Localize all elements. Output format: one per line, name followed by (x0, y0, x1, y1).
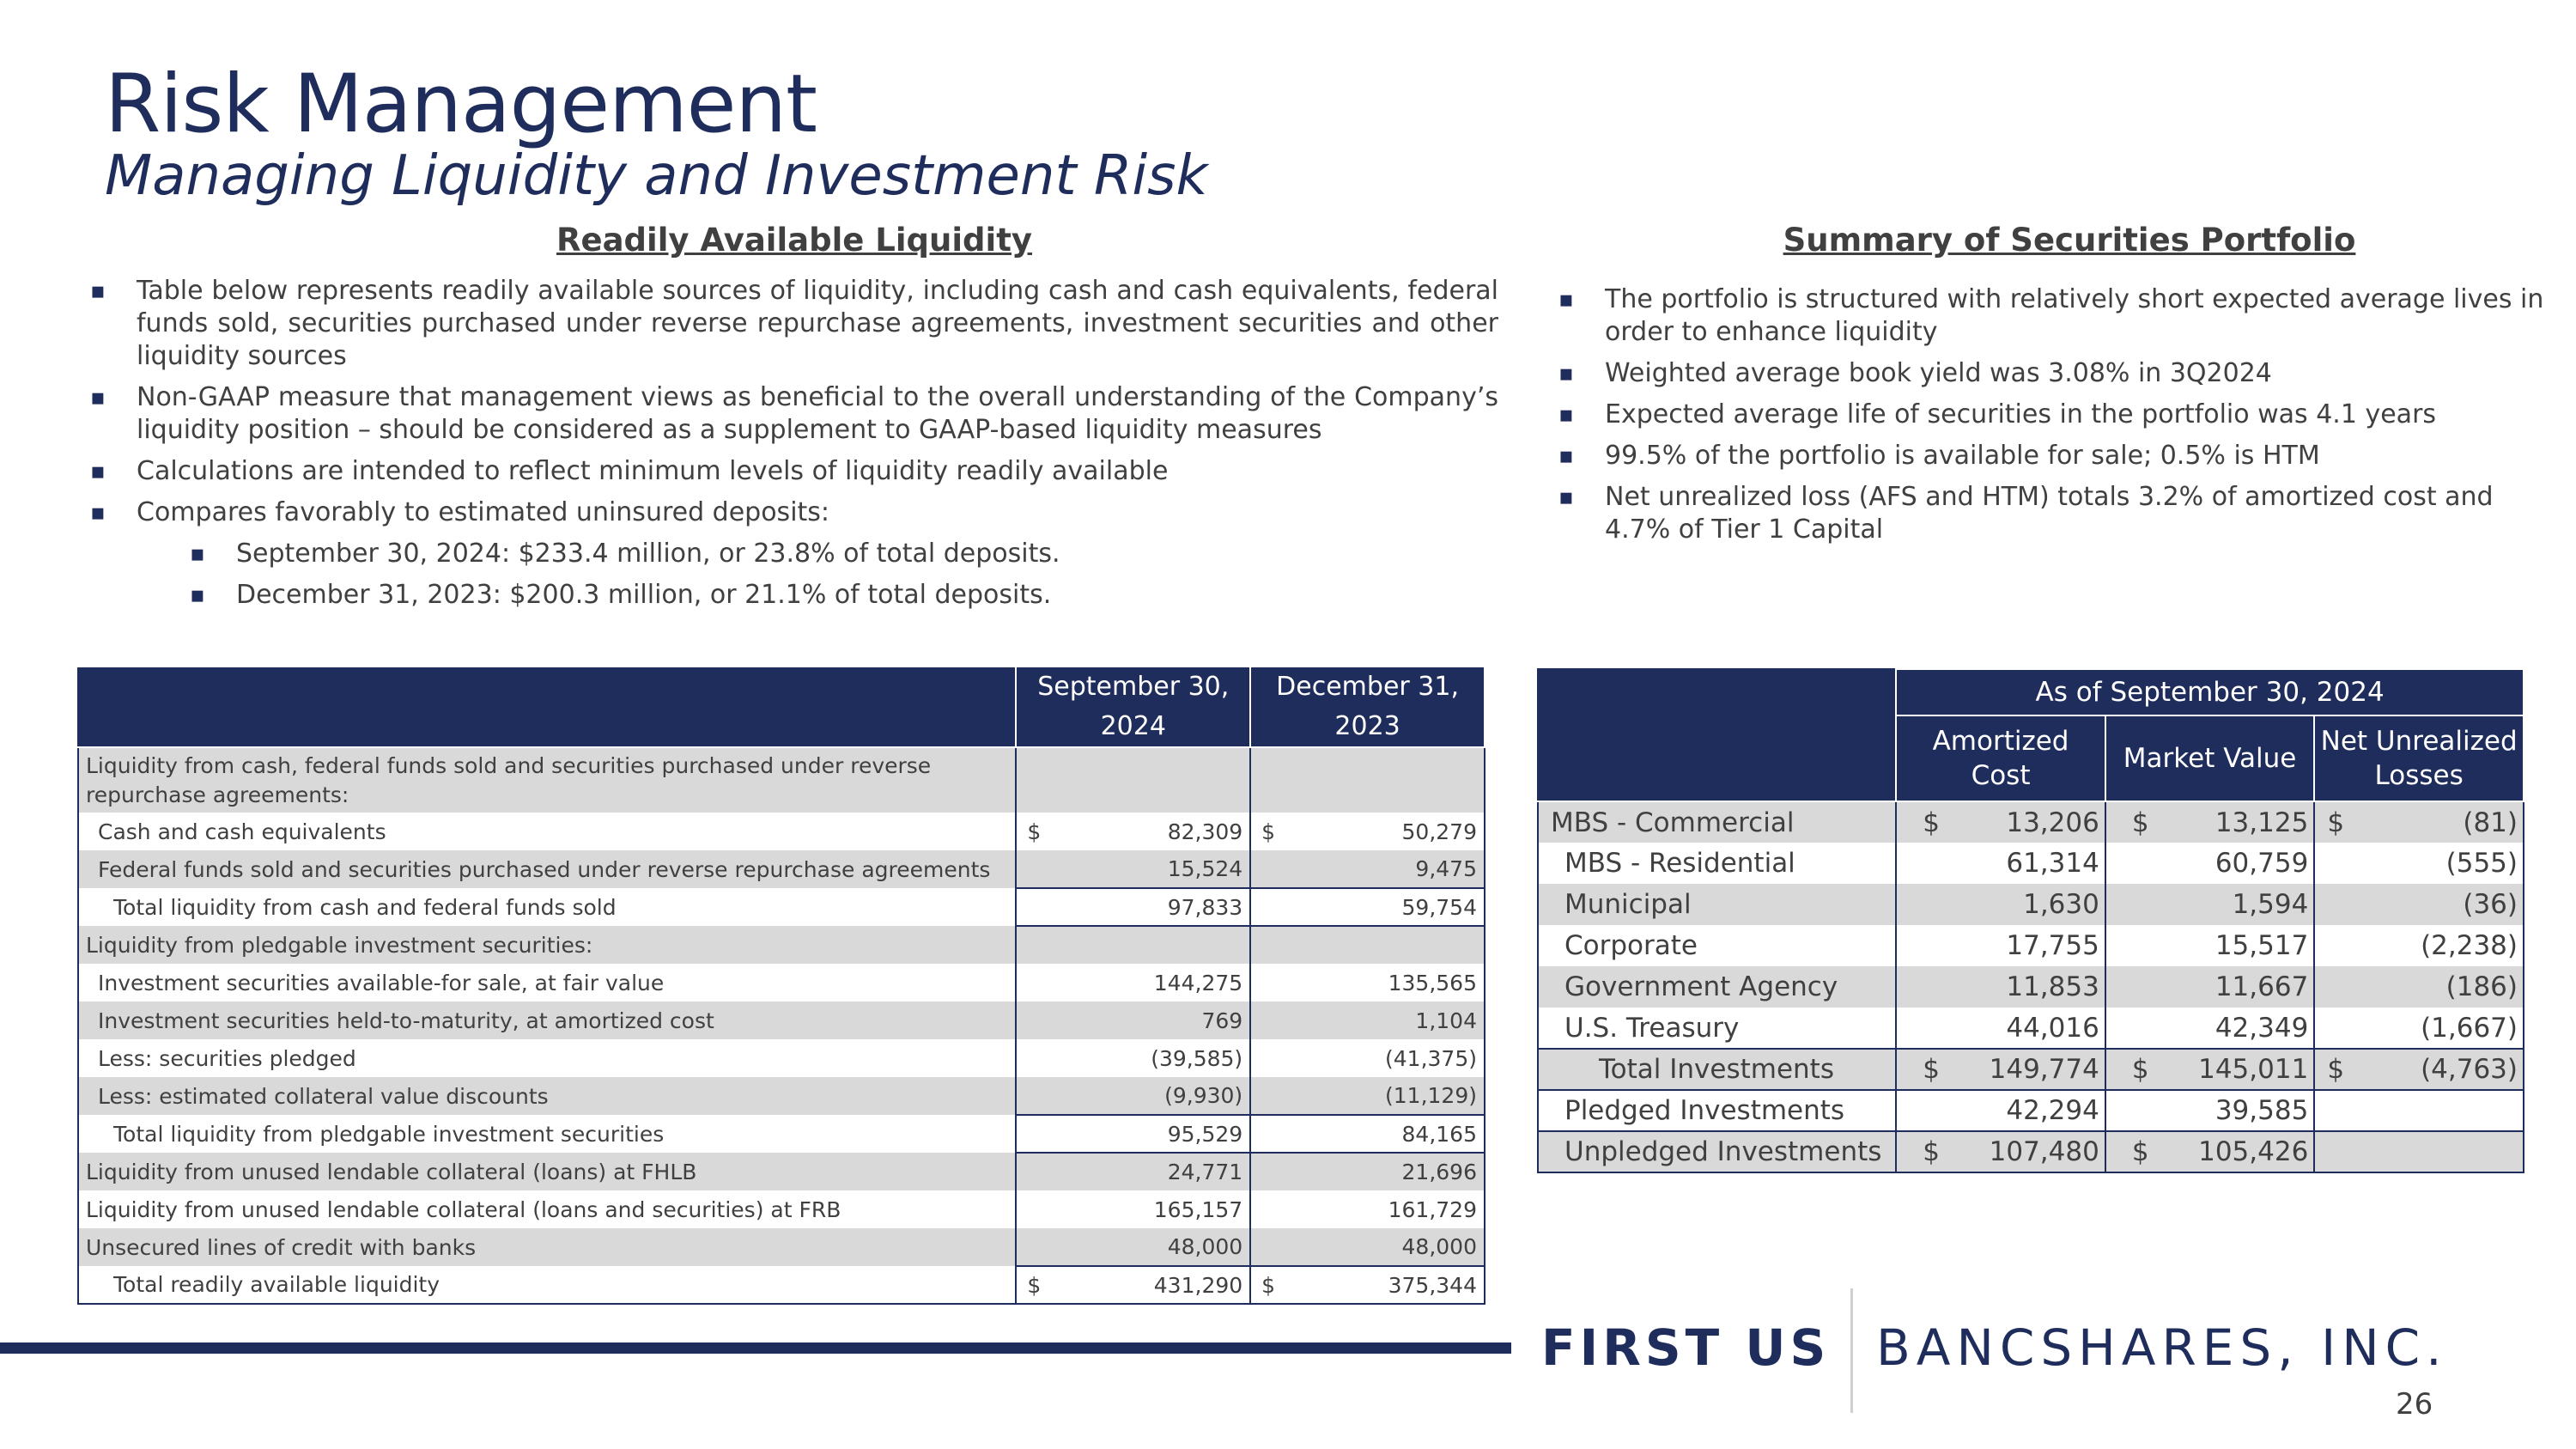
logo-divider (1850, 1288, 1853, 1413)
col-header-market-value: Market Value (2105, 715, 2314, 801)
company-logo-bold: FIRST US (1541, 1318, 1831, 1377)
value-cell (1896, 1049, 2105, 1090)
value-cell: 11,667 (2105, 966, 2314, 1008)
row-label: Liquidity from cash, federal funds sold and securities purchased under reverse repurchase agreements: (78, 747, 1016, 813)
row-label: Federal funds sold and securities purchased under reverse repurchase agreements (78, 850, 1016, 888)
value-cell: 44,016 (1896, 1008, 2105, 1049)
value-cell: (36) (2314, 884, 2524, 925)
value: 105,426 (2198, 1136, 2309, 1167)
col-header-line: 2023 (1334, 711, 1400, 741)
value-cell: 15,524 (1016, 850, 1250, 888)
dollar-sign: $ (2131, 1054, 2149, 1085)
value: 107,480 (1989, 1136, 2099, 1167)
col-header-line: September 30, (1037, 672, 1230, 702)
table-row (78, 1190, 1485, 1228)
row-label: MBS - Commercial (1538, 801, 1896, 843)
value-cell (1016, 813, 1250, 850)
securities-heading: Summary of Securities Portfolio (1783, 222, 2356, 259)
row-label: Total liquidity from pledgable investment securities (78, 1115, 1016, 1153)
value-cell: 95,529 (1016, 1115, 1250, 1153)
table-row (78, 888, 1485, 926)
value: 13,206 (2006, 807, 2099, 838)
value-cell: (11,129) (1250, 1077, 1485, 1115)
value: 375,344 (1388, 1272, 1477, 1298)
value-cell (2105, 1131, 2314, 1172)
row-label: Municipal (1538, 884, 1896, 925)
row-label: Unsecured lines of credit with banks (78, 1228, 1016, 1266)
bullet-item: ▪ Table below represents readily available sources of liquidity, including cash and cash equivalents, federal funds sold, securities purchased under reverse repurchase agreements, investment securities and other liquidity sources (90, 275, 1498, 373)
row-label: Investment securities available-for sale, at fair value (78, 964, 1016, 1002)
dollar-sign: $ (2327, 1054, 2345, 1085)
value-cell (1016, 747, 1250, 813)
bullet-item: ▪ Non-GAAP measure that management views as beneficial to the overall understanding of the Company’s liquidity position – should be considered as a supplement to GAAP-based liquidity measures (90, 381, 1498, 447)
bullet-item: ▪ 99.5% of the portfolio is available for sale; 0.5% is HTM (1558, 440, 2555, 472)
value-cell: 11,853 (1896, 966, 2105, 1008)
col-header-sep-2024 (1016, 667, 1250, 747)
value-cell: (186) (2314, 966, 2524, 1008)
value-cell: 769 (1016, 1002, 1250, 1039)
value-cell (2314, 1131, 2524, 1172)
col-header-line: Losses (2374, 760, 2464, 791)
as-of-header: As of September 30, 2024 (1896, 669, 2524, 715)
value-cell (1016, 1266, 1250, 1304)
value-cell: 135,565 (1250, 964, 1485, 1002)
value-cell: (555) (2314, 843, 2524, 884)
col-header-line: 2024 (1100, 711, 1166, 741)
value-cell: 48,000 (1250, 1228, 1485, 1266)
dollar-sign: $ (2131, 807, 2149, 838)
bullet-item: ▪ The portfolio is structured with relatively short expected average lives in order to enhance liquidity (1558, 283, 2555, 349)
value: 431,290 (1153, 1272, 1243, 1298)
table-row (1538, 1049, 2524, 1090)
table-row (1538, 801, 2524, 843)
value-cell: (1,667) (2314, 1008, 2524, 1049)
value-cell (2314, 801, 2524, 843)
value-cell: 42,294 (1896, 1090, 2105, 1131)
table-row (78, 850, 1485, 888)
liquidity-bullets (90, 275, 1498, 620)
value-cell: 84,165 (1250, 1115, 1485, 1153)
page-title: Risk Management (105, 58, 817, 151)
table-row (1538, 1131, 2524, 1172)
value-cell: (2,238) (2314, 925, 2524, 966)
value: 50,279 (1401, 819, 1477, 844)
value: 149,774 (1989, 1054, 2099, 1085)
sub-bullet-item: ▪ September 30, 2024: $233.4 million, or 23.8% of total deposits. (90, 538, 1498, 570)
value-cell: 42,349 (2105, 1008, 2314, 1049)
value-cell: 1,104 (1250, 1002, 1485, 1039)
value-cell: 1,594 (2105, 884, 2314, 925)
page-number: 26 (2396, 1387, 2433, 1422)
table-row (1538, 925, 2524, 966)
value: 145,011 (2198, 1054, 2309, 1085)
table-row (1538, 1090, 2524, 1131)
dollar-sign: $ (1923, 1136, 1940, 1167)
value-cell: 48,000 (1016, 1228, 1250, 1266)
dollar-sign: $ (1027, 1272, 1042, 1298)
value-cell: 144,275 (1016, 964, 1250, 1002)
table-header-row (78, 667, 1485, 747)
table-row (78, 1228, 1485, 1266)
value-cell: 161,729 (1250, 1190, 1485, 1228)
dollar-sign: $ (1923, 1054, 1940, 1085)
table-row (1538, 843, 2524, 884)
row-label: U.S. Treasury (1538, 1008, 1896, 1049)
securities-table (1537, 668, 2524, 1173)
value-cell (1250, 926, 1485, 964)
value: (81) (2463, 807, 2518, 838)
table-row (78, 1077, 1485, 1115)
row-label: Liquidity from pledgable investment securities: (78, 926, 1016, 964)
value-cell: (9,930) (1016, 1077, 1250, 1115)
row-label: Total Investments (1538, 1049, 1896, 1090)
col-header-line: Amortized (1932, 726, 2069, 757)
row-label: Less: estimated collateral value discounts (78, 1077, 1016, 1115)
table-row (78, 926, 1485, 964)
value-cell: 165,157 (1016, 1190, 1250, 1228)
sub-bullet-item: ▪ December 31, 2023: $200.3 million, or 21.1% of total deposits. (90, 579, 1498, 612)
row-label: Cash and cash equivalents (78, 813, 1016, 850)
row-label: Pledged Investments (1538, 1090, 1896, 1131)
table-row (78, 1153, 1485, 1190)
value-cell (2314, 1090, 2524, 1131)
table-row (78, 1115, 1485, 1153)
bullet-item: ▪ Expected average life of securities in the portfolio was 4.1 years (1558, 399, 2555, 431)
row-label: MBS - Residential (1538, 843, 1896, 884)
value-cell: 24,771 (1016, 1153, 1250, 1190)
value-cell: 21,696 (1250, 1153, 1485, 1190)
row-label: Unpledged Investments (1538, 1131, 1896, 1172)
dollar-sign: $ (1261, 1272, 1276, 1298)
company-logo-light: BANCSHARES, INC. (1876, 1318, 2448, 1377)
dollar-sign: $ (1923, 807, 1940, 838)
value-cell (2314, 1049, 2524, 1090)
dollar-sign: $ (1261, 819, 1276, 844)
value-cell (1250, 813, 1485, 850)
value-cell (1016, 926, 1250, 964)
securities-bullets (1558, 283, 2555, 555)
value-cell: 9,475 (1250, 850, 1485, 888)
table-row (78, 1039, 1485, 1077)
value-cell (2105, 801, 2314, 843)
table-row (78, 747, 1485, 813)
col-header-amortized-cost (1896, 715, 2105, 801)
value-cell (1250, 747, 1485, 813)
value-cell: 39,585 (2105, 1090, 2314, 1131)
row-label: Investment securities held-to-maturity, at amortized cost (78, 1002, 1016, 1039)
value-cell: 15,517 (2105, 925, 2314, 966)
table-row (78, 1266, 1485, 1304)
row-label: Government Agency (1538, 966, 1896, 1008)
dollar-sign: $ (2327, 807, 2345, 838)
value: 82,309 (1167, 819, 1243, 844)
value-cell: 97,833 (1016, 888, 1250, 926)
header-blank-cell (1538, 669, 1896, 801)
col-header-line: Cost (1971, 760, 2031, 791)
footer-bar (0, 1342, 1511, 1354)
value-cell: 17,755 (1896, 925, 2105, 966)
row-label: Total readily available liquidity (78, 1266, 1016, 1304)
dollar-sign: $ (2131, 1136, 2149, 1167)
value-cell: (41,375) (1250, 1039, 1485, 1077)
value-cell (1896, 1131, 2105, 1172)
liquidity-heading: Readily Available Liquidity (556, 222, 1033, 259)
bullet-item: ▪ Net unrealized loss (AFS and HTM) totals 3.2% of amortized cost and 4.7% of Tier 1 Capital (1558, 481, 2555, 546)
value-cell: 59,754 (1250, 888, 1485, 926)
value-cell: 60,759 (2105, 843, 2314, 884)
bullet-item: ▪ Compares favorably to estimated uninsured deposits: (90, 496, 1498, 529)
value-cell: (39,585) (1016, 1039, 1250, 1077)
table-row (1538, 966, 2524, 1008)
value-cell (1896, 801, 2105, 843)
header-blank-cell (78, 667, 1016, 747)
row-label: Liquidity from unused lendable collateral (loans) at FHLB (78, 1153, 1016, 1190)
value: (4,763) (2421, 1054, 2518, 1085)
row-label: Total liquidity from cash and federal funds sold (78, 888, 1016, 926)
table-row (78, 813, 1485, 850)
value-cell: 1,630 (1896, 884, 2105, 925)
row-label: Liquidity from unused lendable collateral (loans and securities) at FRB (78, 1190, 1016, 1228)
liquidity-table (77, 666, 1485, 1305)
row-label: Less: securities pledged (78, 1039, 1016, 1077)
col-header-net-unrealized-losses (2314, 715, 2524, 801)
row-label: Corporate (1538, 925, 1896, 966)
table-row (78, 1002, 1485, 1039)
bullet-item: ▪ Weighted average book yield was 3.08% in 3Q2024 (1558, 357, 2555, 390)
col-header-line: December 31, (1276, 672, 1459, 702)
table-row (78, 964, 1485, 1002)
col-header-line: Net Unrealized (2320, 726, 2518, 757)
col-header-dec-2023 (1250, 667, 1485, 747)
value-cell: 61,314 (1896, 843, 2105, 884)
table-row (1538, 1008, 2524, 1049)
value-cell (1250, 1266, 1485, 1304)
value-cell (2105, 1049, 2314, 1090)
value: 13,125 (2215, 807, 2309, 838)
dollar-sign: $ (1027, 819, 1042, 844)
bullet-item: ▪ Calculations are intended to reflect minimum levels of liquidity readily available (90, 455, 1498, 488)
table-row (1538, 884, 2524, 925)
page-subtitle: Managing Liquidity and Investment Risk (105, 144, 1208, 208)
table-header-row (1538, 669, 2524, 715)
